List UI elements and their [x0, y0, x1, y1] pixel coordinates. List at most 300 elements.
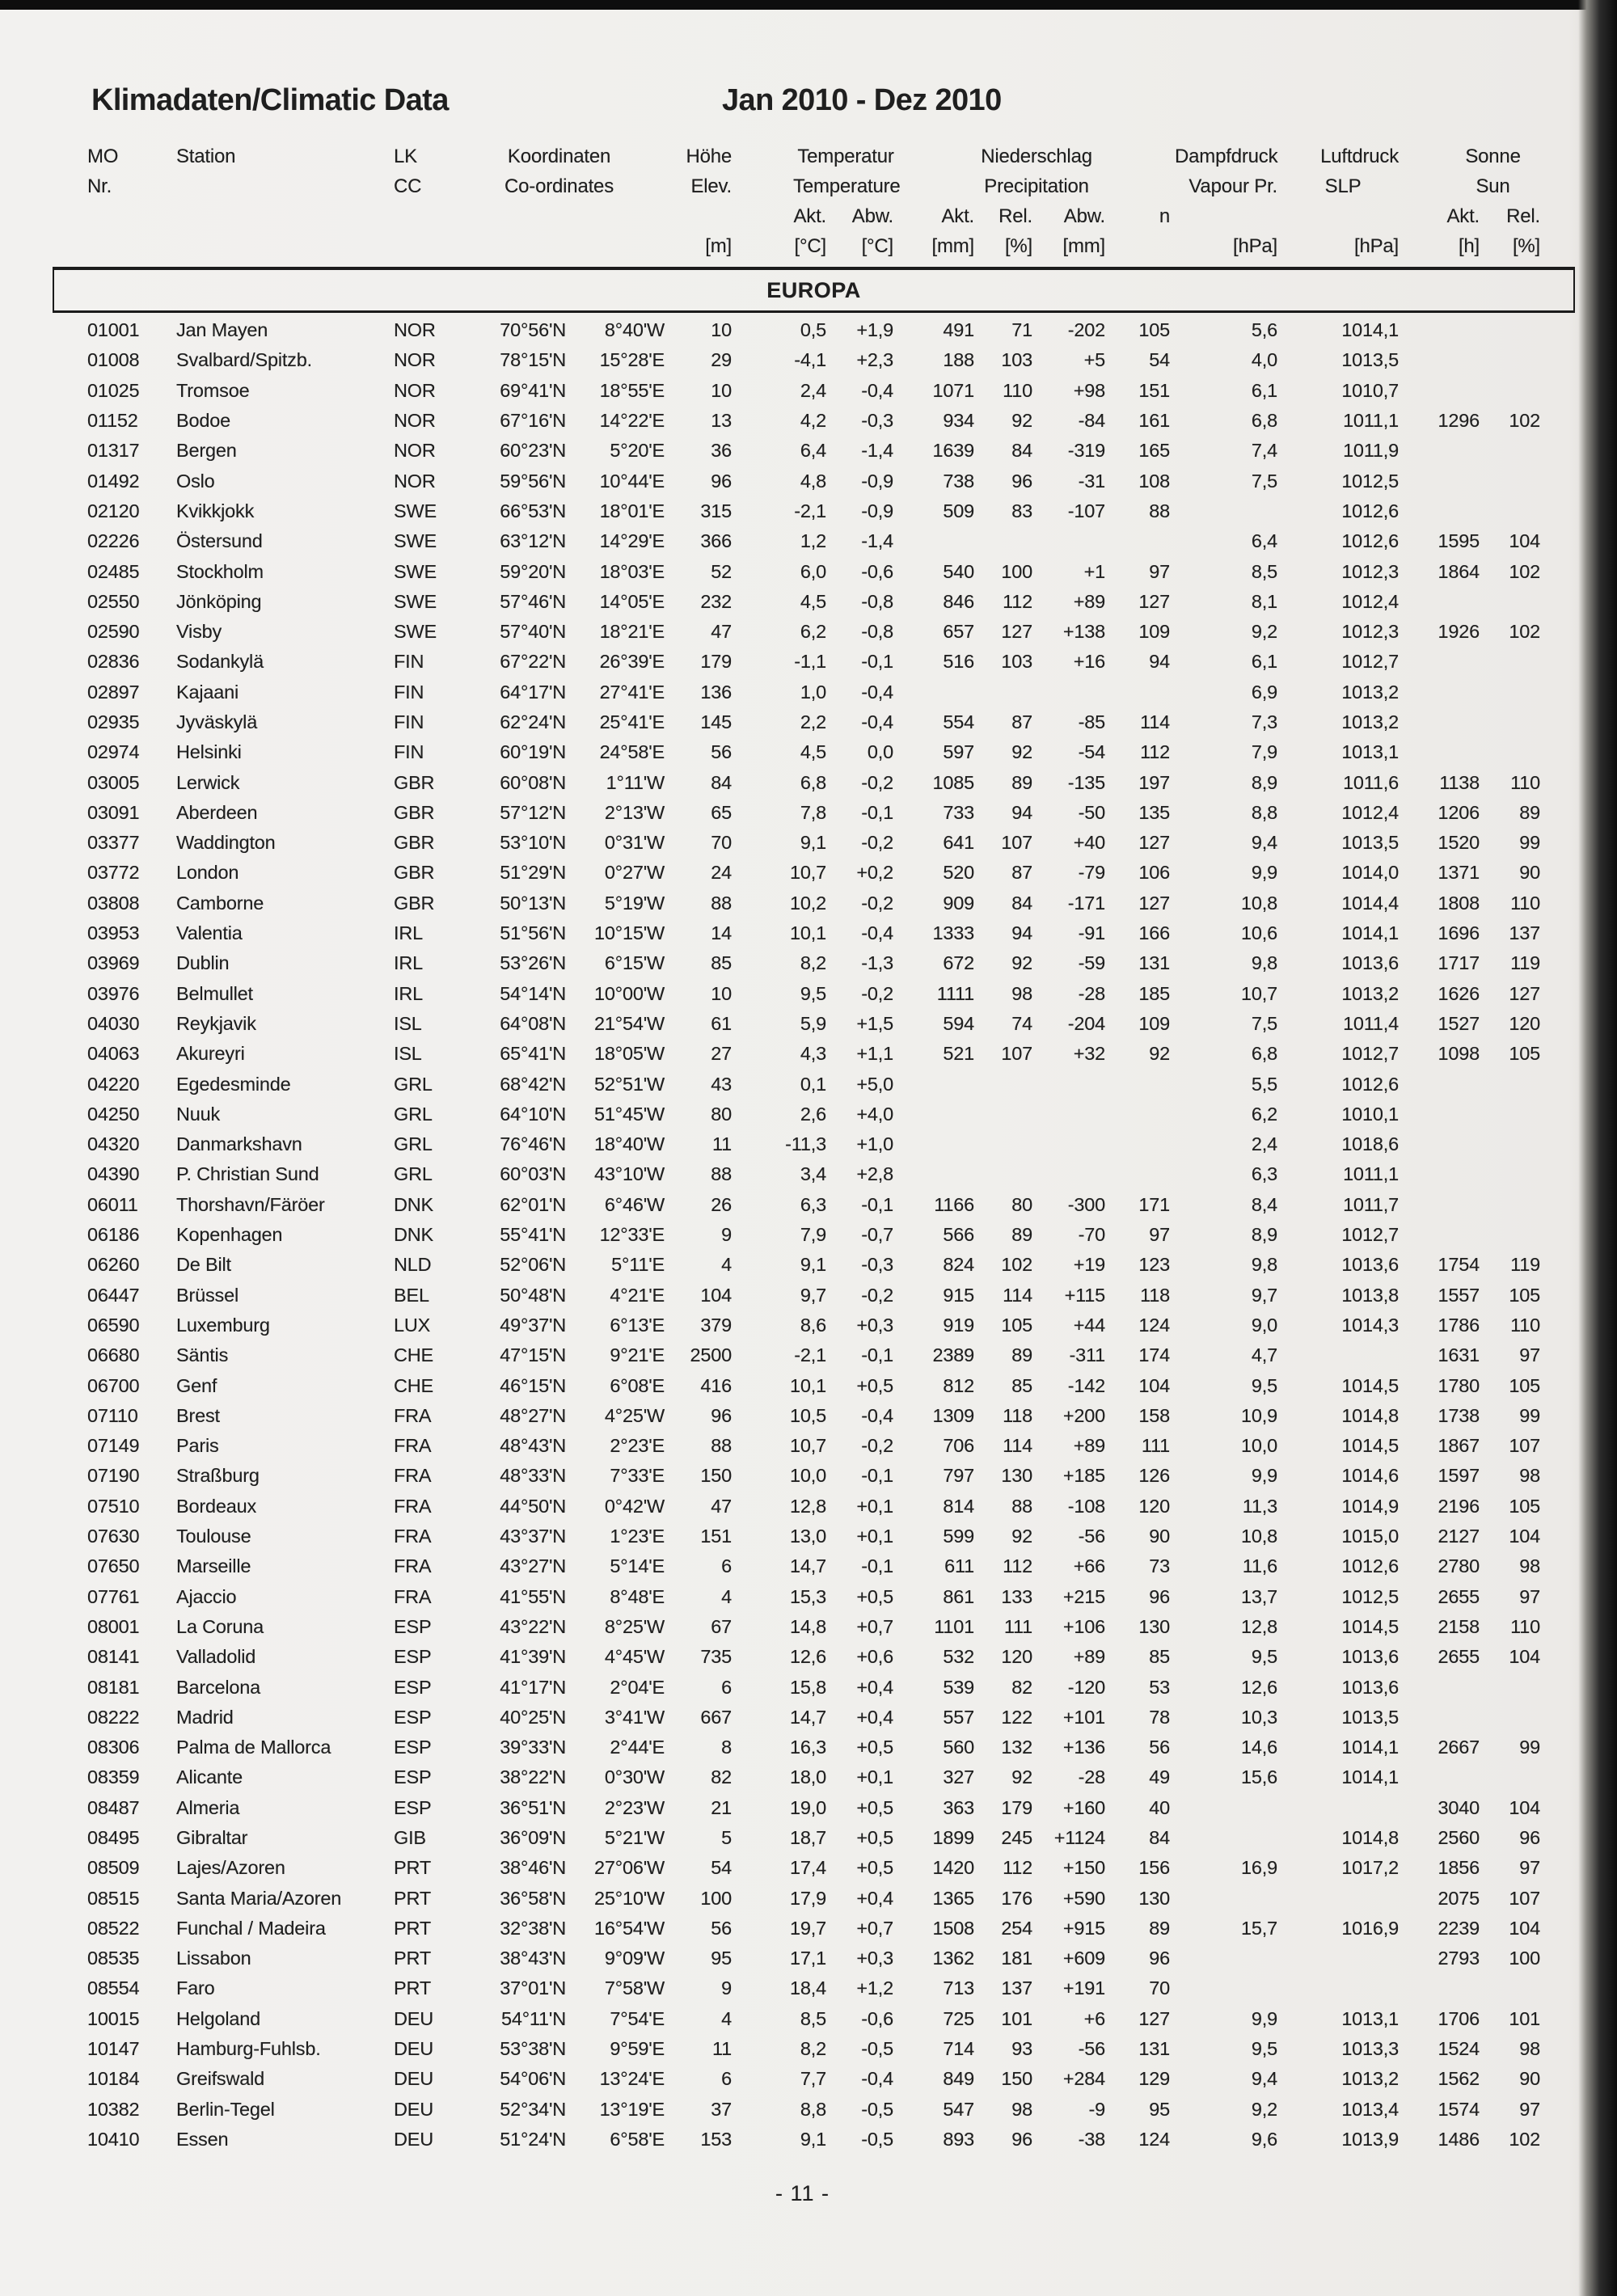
cell-precip-abw: +185 [1062, 1465, 1105, 1487]
cell-lon: 2°44'E [610, 1737, 665, 1758]
cell-precip-abw: +215 [1062, 1585, 1105, 1607]
cell-sun-rel: 96 [1519, 1826, 1540, 1848]
cell-sun-akt: 2075 [1438, 1887, 1480, 1909]
cell-sun-akt: 1780 [1438, 1374, 1480, 1396]
cell-elev: 47 [711, 621, 732, 643]
cell-lat: 48°43'N [500, 1435, 566, 1457]
cell-lon: 1°11'W [606, 771, 665, 793]
cell-slp: 1012,6 [1341, 1073, 1399, 1095]
cell-elev: 88 [711, 1435, 732, 1457]
cell-slp: 1012,6 [1341, 500, 1399, 521]
cell-slp: 1011,6 [1343, 771, 1399, 793]
cell-lon: 13°24'E [599, 2068, 665, 2090]
cell-precip-abw: -28 [1078, 982, 1105, 1004]
cell-precip-akt: 557 [943, 1706, 974, 1728]
cell-elev: 366 [700, 530, 732, 552]
cell-vapour-pr: 9,6 [1251, 2128, 1277, 2150]
cell-precip-rel: 103 [1001, 349, 1032, 371]
cell-lon: 9°09'W [604, 1948, 665, 1969]
table-row [87, 1944, 1545, 1973]
cell-elev: 104 [700, 1284, 732, 1306]
cell-sun-akt: 1786 [1438, 1314, 1480, 1336]
col-header-luftdruck: Luftdruck [1320, 145, 1400, 167]
cell-elev: 136 [700, 681, 732, 703]
cell-sun-akt [1404, 1159, 1484, 1189]
cell-cc: FRA [394, 1404, 432, 1426]
cell-n: 105 [1138, 319, 1170, 341]
cell-n: 56 [1149, 1737, 1170, 1758]
cell-elev: 153 [700, 2128, 732, 2150]
cell-lat: 41°17'N [500, 1676, 566, 1698]
table-row [87, 315, 1545, 345]
cell-cc: DEU [394, 2098, 434, 2120]
cell-temp-akt: 7,7 [800, 2068, 826, 2090]
table-row [87, 1823, 1545, 1853]
table-row [87, 1581, 1545, 1611]
cell-mo: 10410 [87, 2128, 140, 2150]
cell-lat: 55°41'N [500, 1224, 566, 1246]
cell-temp-abw: -0,2 [861, 832, 893, 854]
cell-precip-rel: 84 [1011, 892, 1032, 914]
cell-station: Waddington [176, 832, 276, 854]
cell-station: Bergen [176, 440, 237, 462]
cell-temp-abw: -0,2 [861, 892, 893, 914]
cell-vapour-pr: 8,5 [1251, 560, 1277, 582]
cell-precip-akt: 849 [943, 2068, 974, 2090]
cell-mo: 08535 [87, 1948, 140, 1969]
cell-precip-abw: -9 [1088, 2098, 1105, 2120]
cell-mo: 01008 [87, 349, 140, 371]
col-header-lk: LK [394, 145, 417, 167]
cell-mo: 02590 [87, 621, 140, 643]
cell-vapour-pr: 6,1 [1251, 651, 1277, 673]
cell-sun-rel: 110 [1510, 1615, 1540, 1637]
cell-precip-akt: 560 [943, 1737, 974, 1758]
cell-n: 97 [1149, 1224, 1170, 1246]
cell-precip-rel: 132 [1001, 1737, 1032, 1758]
cell-precip-abw: -142 [1067, 1374, 1105, 1396]
unit-elev: [m] [705, 234, 733, 257]
cell-sun-rel: 104 [1509, 1796, 1540, 1818]
cell-precip-abw: +115 [1064, 1284, 1105, 1306]
cell-mo: 08522 [87, 1917, 140, 1939]
table-row [87, 2004, 1545, 2034]
cell-elev: 6 [721, 2068, 732, 2090]
cell-sun-rel [1484, 1129, 1545, 1159]
cell-temp-akt: 6,4 [800, 440, 826, 462]
cell-sun-rel: 97 [1519, 2098, 1540, 2120]
cell-vapour-pr [1175, 1793, 1282, 1823]
cell-temp-abw: -0,2 [861, 1284, 893, 1306]
cell-temp-abw: -0,1 [861, 651, 893, 673]
cell-n: 104 [1138, 1374, 1170, 1396]
cell-lat: 66°53'N [500, 500, 566, 521]
unit-slp: [hPa] [1353, 234, 1400, 257]
cell-precip-rel: 105 [1001, 1314, 1032, 1336]
cell-station: Lajes/Azoren [176, 1857, 285, 1879]
cell-sun-rel: 90 [1519, 2068, 1540, 2090]
cell-mo: 03808 [87, 892, 140, 914]
cell-lon: 27°41'E [599, 681, 665, 703]
cell-n: 161 [1138, 410, 1170, 432]
cell-n [1110, 526, 1175, 556]
cell-precip-akt: 672 [943, 952, 974, 974]
cell-sun-rel: 102 [1509, 2128, 1540, 2150]
cell-slp: 1013,3 [1341, 2038, 1399, 2060]
cell-n: 70 [1149, 1977, 1170, 1999]
cell-precip-abw: -91 [1078, 922, 1105, 944]
cell-lon: 8°48'E [610, 1585, 665, 1607]
cell-station: Hamburg-Fuhlsb. [176, 2038, 321, 2060]
cell-sun-akt: 1808 [1438, 892, 1480, 914]
cell-station: London [176, 862, 239, 884]
cell-station: De Bilt [176, 1254, 231, 1276]
cell-slp [1282, 1340, 1404, 1370]
cell-elev: 67 [711, 1615, 732, 1637]
cell-cc: GRL [394, 1133, 433, 1155]
cell-lat: 43°37'N [500, 1526, 566, 1547]
cell-lat: 50°13'N [500, 892, 566, 914]
cell-temp-akt: 9,1 [800, 1254, 826, 1276]
cell-elev: 4 [721, 2007, 732, 2029]
cell-n: 109 [1138, 1012, 1170, 1034]
cell-n: 120 [1138, 1495, 1170, 1517]
cell-n [1110, 1129, 1175, 1159]
cell-slp: 1013,2 [1341, 982, 1399, 1004]
cell-lon: 25°10'W [594, 1887, 665, 1909]
cell-sun-akt [1404, 1703, 1484, 1733]
cell-temp-akt: 10,7 [790, 1435, 826, 1457]
cell-elev: 52 [711, 560, 732, 582]
cell-n: 158 [1138, 1404, 1170, 1426]
cell-slp: 1014,8 [1341, 1404, 1399, 1426]
cell-sun-rel [1484, 737, 1545, 767]
cell-precip-rel: 107 [1001, 1043, 1032, 1065]
cell-lon: 5°11'E [611, 1254, 665, 1276]
table-row [87, 1883, 1545, 1913]
cell-vapour-pr: 8,1 [1251, 590, 1277, 612]
cell-sun-rel [1484, 466, 1545, 496]
cell-temp-abw: -0,9 [861, 470, 893, 492]
cell-lon: 25°41'E [599, 711, 665, 732]
cell-precip-akt: 594 [943, 1012, 974, 1034]
cell-mo: 10382 [87, 2098, 140, 2120]
cell-station: Santa Maria/Azoren [176, 1887, 342, 1909]
cell-precip-akt: 919 [943, 1314, 974, 1336]
cell-sun-rel: 102 [1509, 621, 1540, 643]
cell-vapour-pr [1175, 1944, 1282, 1973]
cell-precip-rel: 74 [1011, 1012, 1032, 1034]
cell-slp: 1013,5 [1341, 832, 1399, 854]
cell-n: 118 [1140, 1284, 1170, 1306]
cell-station: Essen [176, 2128, 229, 2150]
table-row [87, 1762, 1545, 1792]
cell-lon: 0°30'W [604, 1766, 665, 1788]
cell-temp-akt: 2,2 [800, 711, 826, 732]
cell-lon: 5°19'W [604, 892, 665, 914]
cell-elev: 85 [711, 952, 732, 974]
cell-precip-akt: 327 [943, 1766, 974, 1788]
cell-slp: 1012,6 [1341, 530, 1399, 552]
cell-lat: 76°46'N [500, 1133, 566, 1155]
unit-precip-abw: [mm] [1062, 234, 1106, 257]
cell-cc: FRA [394, 1465, 432, 1487]
cell-vapour-pr: 6,1 [1251, 379, 1277, 401]
sub-header-n: n [1159, 205, 1171, 227]
cell-sun-akt [1404, 1672, 1484, 1702]
cell-vapour-pr: 7,9 [1251, 741, 1277, 763]
cell-station: Jyväskylä [176, 711, 258, 732]
cell-precip-akt: 599 [943, 1526, 974, 1547]
cell-vapour-pr: 6,8 [1251, 1043, 1277, 1065]
cell-precip-akt: 547 [943, 2098, 974, 2120]
cell-temp-akt: 19,0 [790, 1796, 826, 1818]
cell-sun-rel: 110 [1510, 892, 1540, 914]
cell-n: 124 [1138, 1314, 1170, 1336]
cell-elev: 82 [711, 1766, 732, 1788]
cell-cc: DEU [394, 2038, 434, 2060]
cell-n: 165 [1138, 440, 1170, 462]
cell-precip-akt [898, 1129, 979, 1159]
cell-lon: 18°03'E [599, 560, 665, 582]
cell-temp-akt: 17,1 [790, 1948, 826, 1969]
cell-lat: 64°08'N [500, 1012, 566, 1034]
cell-temp-akt: 17,9 [790, 1887, 826, 1909]
cell-slp: 1017,2 [1341, 1857, 1399, 1879]
cell-cc: BEL [394, 1284, 429, 1306]
cell-precip-rel: 179 [1001, 1796, 1032, 1818]
cell-temp-abw: -0,5 [861, 2098, 893, 2120]
cell-slp: 1012,5 [1341, 470, 1399, 492]
table-row [87, 1551, 1545, 1581]
cell-mo: 04030 [87, 1012, 140, 1034]
cell-precip-akt: 1101 [934, 1615, 974, 1637]
table-row [87, 767, 1545, 797]
cell-mo: 08509 [87, 1857, 140, 1879]
cell-lon: 10°00'W [594, 982, 665, 1004]
cell-precip-rel: 98 [1011, 982, 1032, 1004]
cell-lat: 48°33'N [500, 1465, 566, 1487]
cell-sun-rel [1484, 1672, 1545, 1702]
cell-lon: 0°42'W [604, 1495, 665, 1517]
cell-slp: 1013,6 [1341, 1646, 1399, 1668]
cell-cc: FRA [394, 1526, 432, 1547]
cell-cc: NLD [394, 1254, 432, 1276]
cell-station: Kopenhagen [176, 1224, 283, 1246]
unit-precip-akt: [mm] [931, 234, 975, 257]
cell-vapour-pr: 6,3 [1251, 1163, 1277, 1185]
cell-precip-abw: +136 [1062, 1737, 1105, 1758]
cell-sun-akt: 1557 [1438, 1284, 1480, 1306]
cell-precip-rel: 98 [1011, 2098, 1032, 2120]
cell-mo: 03005 [87, 771, 140, 793]
cell-lon: 24°58'E [599, 741, 665, 763]
cell-lon: 18°21'E [599, 621, 665, 643]
cell-sun-rel: 97 [1519, 1344, 1540, 1366]
cell-sun-akt [1404, 647, 1484, 677]
cell-sun-rel [1484, 1973, 1545, 2003]
cell-vapour-pr: 7,4 [1251, 440, 1277, 462]
cell-precip-abw: -107 [1067, 500, 1105, 521]
cell-temp-akt: 5,9 [800, 1012, 826, 1034]
cell-station: Valladolid [176, 1646, 256, 1668]
cell-station: Faro [176, 1977, 215, 1999]
cell-elev: 88 [711, 1163, 732, 1185]
cell-temp-abw: +1,5 [856, 1012, 893, 1034]
cell-sun-rel [1484, 1220, 1545, 1250]
header-row-english [87, 171, 1545, 201]
cell-sun-rel: 89 [1519, 801, 1540, 823]
table-row [87, 2095, 1545, 2125]
cell-mo: 10015 [87, 2007, 140, 2029]
sub-header-vapour-spacer [1175, 201, 1282, 231]
cell-vapour-pr: 10,0 [1241, 1435, 1277, 1457]
cell-precip-akt: 797 [943, 1465, 974, 1487]
units-spacer [87, 231, 669, 261]
cell-precip-abw: +40 [1073, 832, 1105, 854]
cell-temp-abw: -0,1 [861, 1344, 893, 1366]
table-row [87, 1220, 1545, 1250]
cell-mo: 08001 [87, 1615, 140, 1637]
cell-n: 90 [1149, 1526, 1170, 1547]
cell-lat: 54°11'N [501, 2007, 566, 2029]
cell-cc: GBR [394, 771, 435, 793]
sub-header-spacer [87, 201, 737, 231]
cell-sun-akt [1404, 1069, 1484, 1099]
cell-lon: 21°54'W [594, 1012, 665, 1034]
cell-temp-akt: 7,8 [800, 801, 826, 823]
cell-n: 123 [1138, 1254, 1170, 1276]
table-row [87, 1190, 1545, 1220]
cell-precip-abw: +32 [1073, 1043, 1105, 1065]
cell-slp: 1014,4 [1341, 892, 1399, 914]
region-banner [53, 267, 1575, 313]
cell-precip-rel: 114 [1003, 1435, 1032, 1457]
cell-lon: 18°05'W [594, 1043, 665, 1065]
cell-vapour-pr: 4,7 [1251, 1344, 1277, 1366]
cell-elev: 8 [721, 1737, 732, 1758]
cell-precip-akt: 532 [943, 1646, 974, 1668]
cell-temp-abw: -0,6 [861, 560, 893, 582]
cell-lon: 5°21'W [604, 1826, 665, 1848]
table-row [87, 1853, 1545, 1883]
cell-temp-akt: 18,0 [790, 1766, 826, 1788]
cell-vapour-pr: 10,6 [1241, 922, 1277, 944]
cell-vapour-pr: 10,8 [1241, 1526, 1277, 1547]
cell-mo: 02935 [87, 711, 140, 732]
cell-precip-rel: 181 [1001, 1948, 1032, 1969]
cell-cc: DNK [394, 1224, 434, 1246]
cell-mo: 06011 [87, 1193, 138, 1215]
cell-station: Straßburg [176, 1465, 260, 1487]
cell-lat: 54°14'N [500, 982, 566, 1004]
cell-vapour-pr: 9,2 [1251, 621, 1277, 643]
page-title: Klimadaten/Climatic Data [91, 83, 449, 117]
cell-mo: 07510 [87, 1495, 140, 1517]
cell-sun-akt: 1562 [1438, 2068, 1480, 2090]
cell-precip-rel: 112 [1003, 590, 1032, 612]
cell-elev: 84 [711, 771, 732, 793]
col-header-koordinaten: Koordinaten [507, 145, 611, 167]
cell-precip-abw: +19 [1073, 1254, 1105, 1276]
table-row [87, 1733, 1545, 1762]
cell-precip-abw: +16 [1073, 651, 1105, 673]
cell-cc: FIN [394, 651, 424, 673]
cell-elev: 6 [721, 1676, 732, 1698]
cell-slp: 1013,1 [1341, 741, 1399, 763]
cell-lat: 63°12'N [500, 530, 566, 552]
cell-n: 73 [1149, 1555, 1170, 1577]
cell-sun-rel [1484, 707, 1545, 737]
cell-lon: 6°58'E [610, 2128, 665, 2150]
cell-precip-rel: 103 [1001, 651, 1032, 673]
cell-lon: 9°21'E [610, 1344, 665, 1366]
cell-mo: 04390 [87, 1163, 140, 1185]
cell-precip-akt: 1309 [932, 1404, 974, 1426]
cell-station: Bodoe [176, 410, 230, 432]
cell-lat: 36°51'N [500, 1796, 566, 1818]
cell-elev: 80 [711, 1103, 732, 1125]
cell-station: Jan Mayen [176, 319, 268, 341]
cell-vapour-pr: 9,9 [1251, 2007, 1277, 2029]
cell-mo: 04063 [87, 1043, 140, 1065]
cell-temp-abw: +0,3 [856, 1314, 893, 1336]
cell-vapour-pr: 8,9 [1251, 1224, 1277, 1246]
cell-precip-rel: 71 [1011, 319, 1032, 341]
cell-precip-rel [979, 526, 1037, 556]
table-row [87, 2064, 1545, 2094]
cell-mo: 02550 [87, 590, 140, 612]
cell-n: 85 [1149, 1646, 1170, 1668]
cell-temp-akt: 4,8 [800, 470, 826, 492]
table-row [87, 979, 1545, 1009]
cell-temp-abw: -0,3 [861, 410, 893, 432]
cell-temp-akt: 10,1 [790, 922, 826, 944]
cell-sun-rel [1484, 345, 1545, 375]
col-header-mo: MO [87, 145, 119, 167]
cell-slp: 1013,1 [1341, 2007, 1399, 2029]
cell-station: Madrid [176, 1706, 234, 1728]
cell-station: Visby [176, 621, 222, 643]
cell-lat: 67°16'N [500, 410, 566, 432]
cell-cc: FRA [394, 1585, 432, 1607]
cell-sun-rel [1484, 647, 1545, 677]
cell-precip-abw: -79 [1078, 862, 1105, 884]
cell-temp-akt: 6,0 [800, 560, 826, 582]
cell-station: La Coruna [176, 1615, 264, 1637]
cell-temp-abw: +2,3 [856, 349, 893, 371]
cell-lat: 51°24'N [500, 2128, 566, 2150]
cell-lat: 62°01'N [500, 1193, 566, 1215]
cell-precip-akt: 1111 [936, 982, 974, 1004]
cell-station: Oslo [176, 470, 215, 492]
cell-temp-akt: 9,1 [800, 832, 826, 854]
cell-lon: 14°05'E [599, 590, 665, 612]
cell-elev: 9 [721, 1224, 732, 1246]
cell-temp-abw: -0,5 [861, 2038, 893, 2060]
cell-mo: 08306 [87, 1737, 140, 1758]
cell-precip-abw: +191 [1062, 1977, 1105, 1999]
cell-cc: ESP [394, 1676, 432, 1698]
cell-vapour-pr: 9,9 [1251, 1465, 1277, 1487]
cell-vapour-pr: 10,8 [1241, 892, 1277, 914]
cell-sun-akt [1404, 1190, 1484, 1220]
cell-sun-akt: 1631 [1438, 1344, 1480, 1366]
cell-lat: 57°40'N [500, 621, 566, 643]
cell-slp: 1011,4 [1343, 1012, 1399, 1034]
cell-precip-rel: 94 [1011, 922, 1032, 944]
cell-lon: 4°21'E [610, 1284, 665, 1306]
